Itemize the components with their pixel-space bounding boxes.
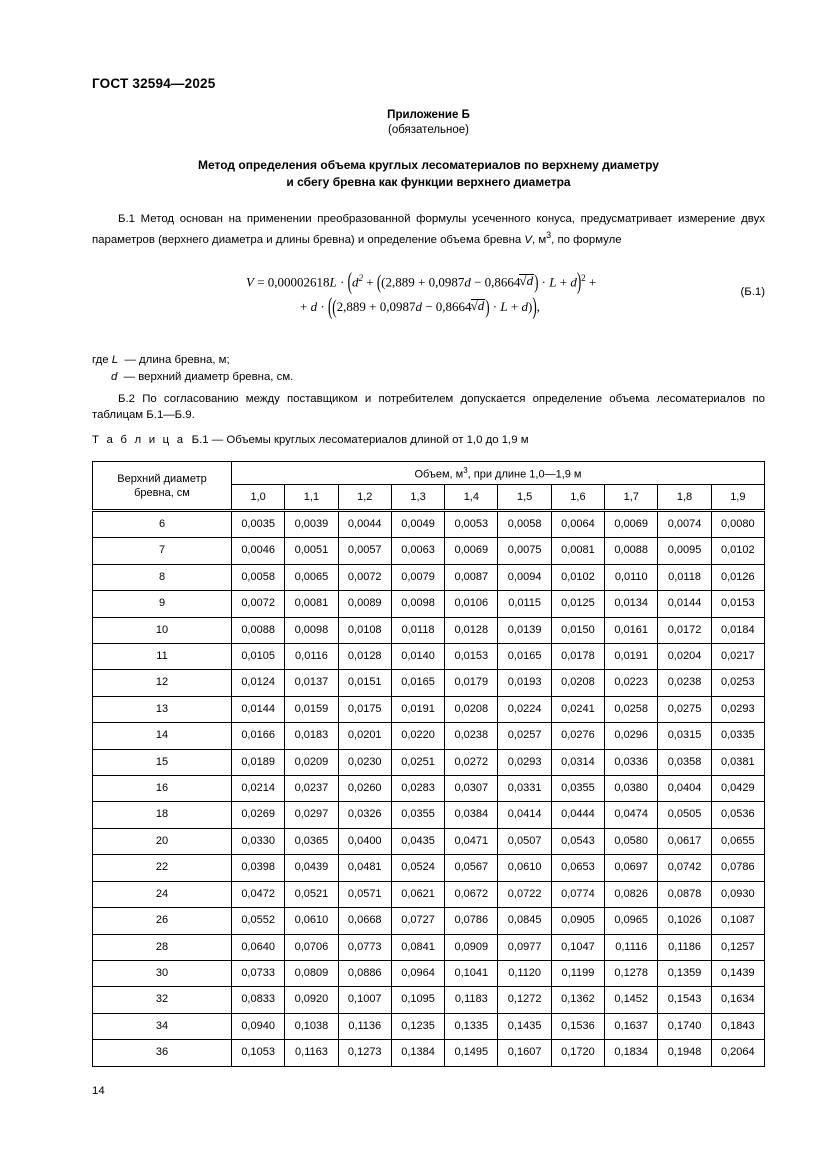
table-row <box>93 1040 765 1066</box>
table-cell-volume: 0,0621 <box>391 881 444 907</box>
table-cell-volume: 0,0524 <box>391 855 444 881</box>
table-cell-volume: 0,0089 <box>338 591 391 617</box>
symbol-definition-d: d — верхний диаметр бревна, см. <box>111 370 294 383</box>
table-cell-volume: 0,1362 <box>551 987 604 1013</box>
table-cell-volume: 0,0039 <box>285 511 338 538</box>
column-header-volume-span <box>232 462 765 485</box>
table-cell-volume: 0,0166 <box>232 723 285 749</box>
column-header-length-1-2: 1,2 <box>338 485 391 511</box>
table-cell-volume: 0,1087 <box>711 908 764 934</box>
table-cell-volume: 0,0102 <box>551 564 604 590</box>
table-cell-diameter: 10 <box>93 617 232 643</box>
formula-block <box>92 265 765 327</box>
table-cell-volume: 0,0742 <box>658 855 711 881</box>
table-cell-volume: 0,0183 <box>285 723 338 749</box>
table-cell-volume: 0,0297 <box>285 802 338 828</box>
table-cell-volume: 0,0536 <box>711 802 764 828</box>
table-cell-volume: 0,1183 <box>445 987 498 1013</box>
table-cell-volume: 0,0845 <box>498 908 551 934</box>
table-cell-volume: 0,1041 <box>445 960 498 986</box>
table-cell-volume: 0,1026 <box>658 908 711 934</box>
table-cell-volume: 0,2064 <box>711 1040 764 1066</box>
table-cell-diameter: 16 <box>93 776 232 802</box>
table-cell-volume: 0,0653 <box>551 855 604 881</box>
table-row <box>93 987 765 1013</box>
table-cell-volume: 0,0727 <box>391 908 444 934</box>
table-cell-volume: 0,0833 <box>232 987 285 1013</box>
table-cell-volume: 0,1095 <box>391 987 444 1013</box>
table-cell-volume: 0,0733 <box>232 960 285 986</box>
table-cell-volume: 0,1257 <box>711 934 764 960</box>
table-cell-volume: 0,0400 <box>338 828 391 854</box>
table-cell-volume: 0,0165 <box>391 670 444 696</box>
column-header-length-1-0: 1,0 <box>232 485 285 511</box>
table-cell-volume: 0,0064 <box>551 511 604 538</box>
table-cell-volume: 0,0134 <box>605 591 658 617</box>
column-header-length-1-8: 1,8 <box>658 485 711 511</box>
table-cell-volume: 0,0358 <box>658 749 711 775</box>
table-row <box>93 511 765 538</box>
table-cell-diameter: 9 <box>93 591 232 617</box>
table-cell-volume: 0,0118 <box>658 564 711 590</box>
table-cell-volume: 0,0905 <box>551 908 604 934</box>
table-row <box>93 960 765 986</box>
table-cell-volume: 0,0095 <box>658 538 711 564</box>
table-row <box>93 617 765 643</box>
table-cell-volume: 0,1038 <box>285 1013 338 1039</box>
annex-name: Приложение Б <box>387 109 470 121</box>
table-cell-volume: 0,0223 <box>605 670 658 696</box>
table-cell-volume: 0,0081 <box>285 591 338 617</box>
table-cell-volume: 0,0444 <box>551 802 604 828</box>
table-cell-volume: 0,0209 <box>285 749 338 775</box>
table-cell-volume: 0,0964 <box>391 960 444 986</box>
annex-title-line-2: и сбегу бревна как функции верхнего диаметра <box>286 175 571 189</box>
table-cell-diameter: 7 <box>93 538 232 564</box>
table-cell-diameter: 22 <box>93 855 232 881</box>
table-cell-volume: 0,1278 <box>605 960 658 986</box>
annex-title-line-1: Метод определения объема круглых лесоматериалов по верхнему диаметру <box>198 158 659 172</box>
table-row <box>93 564 765 590</box>
table-cell-volume: 0,0161 <box>605 617 658 643</box>
table-cell-volume: 0,0253 <box>711 670 764 696</box>
table-cell-volume: 0,0258 <box>605 696 658 722</box>
table-cell-volume: 0,1843 <box>711 1013 764 1039</box>
table-row <box>93 881 765 907</box>
table-cell-volume: 0,0257 <box>498 723 551 749</box>
table-cell-volume: 0,1543 <box>658 987 711 1013</box>
table-cell-volume: 0,1120 <box>498 960 551 986</box>
table-cell-volume: 0,0088 <box>232 617 285 643</box>
table-caption-label: Т а б л и ц а <box>92 434 186 446</box>
table-cell-volume: 0,0053 <box>445 511 498 538</box>
table-head <box>93 462 765 511</box>
symbol-definitions <box>92 352 765 385</box>
table-cell-volume: 0,1637 <box>605 1013 658 1039</box>
table-caption-number: Б.1 <box>191 434 209 446</box>
annex-status: (обязательное) <box>387 124 470 136</box>
table-cell-volume: 0,0439 <box>285 855 338 881</box>
table-cell-diameter: 11 <box>93 644 232 670</box>
table-cell-volume: 0,0128 <box>445 617 498 643</box>
table-cell-volume: 0,0841 <box>391 934 444 960</box>
table-cell-volume: 0,1163 <box>285 1040 338 1066</box>
table-row <box>93 908 765 934</box>
table-cell-volume: 0,0507 <box>498 828 551 854</box>
table-cell-volume: 0,0283 <box>391 776 444 802</box>
table-cell-volume: 0,0977 <box>498 934 551 960</box>
table-caption <box>92 434 529 446</box>
table-cell-volume: 0,1199 <box>551 960 604 986</box>
formula-line-2: + d · ((2,889 + 0,0987d − 0,8664√d) · L + d)), <box>300 291 540 320</box>
table-cell-volume: 0,0110 <box>605 564 658 590</box>
table-cell-volume: 0,0125 <box>551 591 604 617</box>
table-body <box>93 511 765 1067</box>
table-cell-volume: 0,0275 <box>658 696 711 722</box>
table-cell-volume: 0,0044 <box>338 511 391 538</box>
table-cell-volume: 0,0217 <box>711 644 764 670</box>
table-cell-volume: 0,1607 <box>498 1040 551 1066</box>
table-cell-volume: 0,0051 <box>285 538 338 564</box>
table-cell-volume: 0,0481 <box>338 855 391 881</box>
table-cell-volume: 0,1047 <box>551 934 604 960</box>
table-cell-volume: 0,0057 <box>338 538 391 564</box>
table-cell-volume: 0,0335 <box>711 723 764 749</box>
table-cell-volume: 0,0610 <box>285 908 338 934</box>
table-row <box>93 934 765 960</box>
table-cell-volume: 0,0140 <box>391 644 444 670</box>
table-cell-volume: 0,0326 <box>338 802 391 828</box>
table-cell-volume: 0,0087 <box>445 564 498 590</box>
table-cell-volume: 0,0429 <box>711 776 764 802</box>
table-cell-volume: 0,0102 <box>711 538 764 564</box>
table-cell-volume: 0,0260 <box>338 776 391 802</box>
table-cell-volume: 0,0191 <box>391 696 444 722</box>
table-cell-volume: 0,0193 <box>498 670 551 696</box>
table-cell-volume: 0,0079 <box>391 564 444 590</box>
table-cell-volume: 0,0930 <box>711 881 764 907</box>
table-cell-volume: 0,0909 <box>445 934 498 960</box>
table-cell-volume: 0,0251 <box>391 749 444 775</box>
table-cell-volume: 0,0153 <box>445 644 498 670</box>
table-cell-volume: 0,0580 <box>605 828 658 854</box>
table-cell-volume: 0,0139 <box>498 617 551 643</box>
table-row <box>93 1013 765 1039</box>
table-cell-volume: 0,1948 <box>658 1040 711 1066</box>
table-cell-volume: 0,0272 <box>445 749 498 775</box>
formula-line-1: $V = 0,00002618L \cdot (d^2 + ((2,889 + 0,0987d - 0,8664√d) \cdot L + d)^2$ + <box>246 266 597 296</box>
table-cell-volume: 0,0118 <box>391 617 444 643</box>
table-cell-volume: 0,0293 <box>498 749 551 775</box>
table-cell-volume: 0,0809 <box>285 960 338 986</box>
column-header-length-1-7: 1,7 <box>605 485 658 511</box>
table-row <box>93 749 765 775</box>
column-header-diameter <box>93 462 232 511</box>
table-cell-volume: 0,0144 <box>232 696 285 722</box>
table-cell-volume: 0,0065 <box>285 564 338 590</box>
table-cell-volume: 0,0088 <box>605 538 658 564</box>
table-cell-volume: 0,0331 <box>498 776 551 802</box>
page-number: 14 <box>92 1085 105 1097</box>
table-cell-volume: 0,0191 <box>605 644 658 670</box>
table-cell-volume: 0,0384 <box>445 802 498 828</box>
table-cell-diameter: 34 <box>93 1013 232 1039</box>
table-cell-volume: 0,0175 <box>338 696 391 722</box>
table-cell-volume: 0,0105 <box>232 644 285 670</box>
table-cell-volume: 0,0774 <box>551 881 604 907</box>
table-cell-volume: 0,0069 <box>445 538 498 564</box>
table-cell-volume: 0,0878 <box>658 881 711 907</box>
table-cell-volume: 0,0237 <box>285 776 338 802</box>
table-cell-diameter: 32 <box>93 987 232 1013</box>
table-cell-volume: 0,0315 <box>658 723 711 749</box>
table-cell-diameter: 6 <box>93 511 232 538</box>
table-cell-volume: 0,0230 <box>338 749 391 775</box>
table-cell-volume: 0,0106 <box>445 591 498 617</box>
table-cell-volume: 0,0355 <box>391 802 444 828</box>
table-row <box>93 855 765 881</box>
table-cell-diameter: 15 <box>93 749 232 775</box>
table-cell-volume: 0,0672 <box>445 881 498 907</box>
table-cell-volume: 0,0655 <box>711 828 764 854</box>
table-cell-volume: 0,0365 <box>285 828 338 854</box>
table-cell-volume: 0,0159 <box>285 696 338 722</box>
table-row <box>93 670 765 696</box>
table-cell-volume: 0,0058 <box>232 564 285 590</box>
table-cell-volume: 0,0404 <box>658 776 711 802</box>
table-cell-diameter: 14 <box>93 723 232 749</box>
table-cell-volume: 0,0081 <box>551 538 604 564</box>
table-cell-diameter: 13 <box>93 696 232 722</box>
table-cell-diameter: 20 <box>93 828 232 854</box>
table-cell-volume: 0,0094 <box>498 564 551 590</box>
table-cell-volume: 0,0184 <box>711 617 764 643</box>
table-cell-volume: 0,0786 <box>445 908 498 934</box>
table-cell-volume: 0,0435 <box>391 828 444 854</box>
volume-span-suffix: , при длине 1,0—1,9 м <box>467 468 582 481</box>
table-cell-volume: 0,0786 <box>711 855 764 881</box>
table-cell-volume: 0,0826 <box>605 881 658 907</box>
table-cell-volume: 0,1834 <box>605 1040 658 1066</box>
table-cell-volume: 0,0472 <box>232 881 285 907</box>
table-cell-volume: 0,1053 <box>232 1040 285 1066</box>
table-cell-volume: 0,1272 <box>498 987 551 1013</box>
table-cell-volume: 0,0179 <box>445 670 498 696</box>
table-cell-volume: 0,0640 <box>232 934 285 960</box>
table-cell-volume: 0,0153 <box>711 591 764 617</box>
table-cell-volume: 0,0336 <box>605 749 658 775</box>
table-cell-volume: 0,0074 <box>658 511 711 538</box>
column-header-diameter-line-1: Верхний диаметр <box>117 472 207 485</box>
table-cell-volume: 0,0307 <box>445 776 498 802</box>
table-cell-volume: 0,0137 <box>285 670 338 696</box>
table-cell-volume: 0,0706 <box>285 934 338 960</box>
table-cell-volume: 0,0521 <box>285 881 338 907</box>
paragraph-b1: Б.1 Метод основан на применении преобразованной формулы усеченного конуса, предусматривает измерение двух параметров (верхнего диаметра и длины бревна) и определение объема бревна V, $м^3$, по формуле <box>92 213 765 246</box>
table-cell-volume: 0,0058 <box>498 511 551 538</box>
table-cell-volume: 0,0144 <box>658 591 711 617</box>
table-cell-diameter: 12 <box>93 670 232 696</box>
table-cell-volume: 0,0108 <box>338 617 391 643</box>
table-cell-volume: 0,0046 <box>232 538 285 564</box>
table-cell-volume: 0,1435 <box>498 1013 551 1039</box>
table-cell-volume: 0,1634 <box>711 987 764 1013</box>
table-cell-diameter: 28 <box>93 934 232 960</box>
table-cell-volume: 0,0116 <box>285 644 338 670</box>
table-cell-volume: 0,0668 <box>338 908 391 934</box>
table-cell-volume: 0,0276 <box>551 723 604 749</box>
table-cell-volume: 0,0505 <box>658 802 711 828</box>
table-cell-volume: 0,1136 <box>338 1013 391 1039</box>
table-cell-diameter: 26 <box>93 908 232 934</box>
table-row <box>93 776 765 802</box>
table-cell-volume: 0,0773 <box>338 934 391 960</box>
table-cell-volume: 0,0886 <box>338 960 391 986</box>
table-row <box>93 644 765 670</box>
column-header-length-1-6: 1,6 <box>551 485 604 511</box>
table-cell-volume: 0,1359 <box>658 960 711 986</box>
table-cell-volume: 0,0571 <box>338 881 391 907</box>
table-cell-volume: 0,1335 <box>445 1013 498 1039</box>
table-cell-volume: 0,0471 <box>445 828 498 854</box>
table-cell-volume: 0,0617 <box>658 828 711 854</box>
table-cell-volume: 0,0063 <box>391 538 444 564</box>
annex-title <box>92 157 765 191</box>
table-cell-volume: 0,0224 <box>498 696 551 722</box>
table-cell-volume: 0,0214 <box>232 776 285 802</box>
table-cell-volume: 0,0474 <box>605 802 658 828</box>
table-cell-volume: 0,0072 <box>338 564 391 590</box>
volume-table <box>92 461 765 1067</box>
column-header-length-1-9: 1,9 <box>711 485 764 511</box>
table-head-row-1 <box>93 462 765 485</box>
annex-heading-block <box>92 108 765 191</box>
table-cell-diameter: 18 <box>93 802 232 828</box>
table-row <box>93 696 765 722</box>
table-cell-volume: 0,0238 <box>658 670 711 696</box>
table-cell-volume: 0,1273 <box>338 1040 391 1066</box>
table-cell-volume: 0,1452 <box>605 987 658 1013</box>
column-header-diameter-line-2: бревна, см <box>134 486 190 499</box>
table-row <box>93 538 765 564</box>
table-cell-volume: 0,0069 <box>605 511 658 538</box>
column-header-length-1-4: 1,4 <box>445 485 498 511</box>
table-cell-volume: 0,0098 <box>391 591 444 617</box>
column-header-length-1-3: 1,3 <box>391 485 444 511</box>
table-cell-volume: 0,0552 <box>232 908 285 934</box>
table-cell-volume: 0,0075 <box>498 538 551 564</box>
column-header-length-1-1: 1,1 <box>285 485 338 511</box>
table-cell-volume: 0,0293 <box>711 696 764 722</box>
table-cell-volume: 0,0128 <box>338 644 391 670</box>
table-cell-volume: 0,1536 <box>551 1013 604 1039</box>
table-cell-volume: 0,0126 <box>711 564 764 590</box>
paragraph-b2: Б.2 По согласованию между поставщиком и потребителем допускается определение объема лесоматериалов по таблицам Б.1—Б.9. <box>92 393 765 421</box>
table-cell-volume: 0,0610 <box>498 855 551 881</box>
table-cell-volume: 0,0722 <box>498 881 551 907</box>
column-header-length-1-5: 1,5 <box>498 485 551 511</box>
table-cell-volume: 0,0151 <box>338 670 391 696</box>
table-cell-diameter: 8 <box>93 564 232 590</box>
table-cell-diameter: 30 <box>93 960 232 986</box>
table-cell-volume: 0,1439 <box>711 960 764 986</box>
table-cell-volume: 0,0080 <box>711 511 764 538</box>
table-cell-volume: 0,0098 <box>285 617 338 643</box>
table-cell-diameter: 24 <box>93 881 232 907</box>
table-cell-volume: 0,0355 <box>551 776 604 802</box>
table-cell-volume: 0,0567 <box>445 855 498 881</box>
running-head: ГОСТ 32594—2025 <box>92 76 216 91</box>
table-cell-volume: 0,0940 <box>232 1013 285 1039</box>
table-cell-volume: 0,0269 <box>232 802 285 828</box>
symbol-definition-L: где L — длина бревна, м; <box>92 354 230 366</box>
table-cell-volume: 0,0241 <box>551 696 604 722</box>
table-row <box>93 802 765 828</box>
table-row <box>93 591 765 617</box>
table-cell-volume: 0,1740 <box>658 1013 711 1039</box>
table-cell-volume: 0,1235 <box>391 1013 444 1039</box>
table-cell-volume: 0,0150 <box>551 617 604 643</box>
table-cell-volume: 0,1720 <box>551 1040 604 1066</box>
table-cell-volume: 0,0049 <box>391 511 444 538</box>
table-cell-volume: 0,0398 <box>232 855 285 881</box>
table-cell-volume: 0,0072 <box>232 591 285 617</box>
table-cell-volume: 0,0208 <box>445 696 498 722</box>
table-cell-volume: 0,0165 <box>498 644 551 670</box>
table-cell-volume: 0,1384 <box>391 1040 444 1066</box>
table-cell-volume: 0,0296 <box>605 723 658 749</box>
table-cell-volume: 0,1186 <box>658 934 711 960</box>
table-cell-volume: 0,0204 <box>658 644 711 670</box>
table-cell-volume: 0,0124 <box>232 670 285 696</box>
table-cell-volume: 0,0330 <box>232 828 285 854</box>
table-cell-volume: 0,1495 <box>445 1040 498 1066</box>
table-cell-volume: 0,0035 <box>232 511 285 538</box>
table-cell-volume: 0,1007 <box>338 987 391 1013</box>
volume-span-superscript: 3 <box>463 466 468 476</box>
table-row <box>93 723 765 749</box>
table-cell-volume: 0,0178 <box>551 644 604 670</box>
table-cell-volume: 0,0414 <box>498 802 551 828</box>
table-cell-diameter: 36 <box>93 1040 232 1066</box>
table-cell-volume: 0,0238 <box>445 723 498 749</box>
table-cell-volume: 0,0380 <box>605 776 658 802</box>
formula-number: (Б.1) <box>740 286 765 298</box>
table-cell-volume: 0,0543 <box>551 828 604 854</box>
table-row <box>93 828 765 854</box>
table-cell-volume: 0,0201 <box>338 723 391 749</box>
table-cell-volume: 0,1116 <box>605 934 658 960</box>
table-cell-volume: 0,0920 <box>285 987 338 1013</box>
table-cell-volume: 0,0314 <box>551 749 604 775</box>
table-cell-volume: 0,0208 <box>551 670 604 696</box>
table-cell-volume: 0,0381 <box>711 749 764 775</box>
table-cell-volume: 0,0697 <box>605 855 658 881</box>
table-cell-volume: 0,0189 <box>232 749 285 775</box>
table-cell-volume: 0,0115 <box>498 591 551 617</box>
table-cell-volume: 0,0965 <box>605 908 658 934</box>
table-cell-volume: 0,0220 <box>391 723 444 749</box>
table-cell-volume: 0,0172 <box>658 617 711 643</box>
volume-span-prefix: Объем, м <box>414 468 464 481</box>
table-caption-title: — Объемы круглых лесоматериалов длиной от 1,0 до 1,9 м <box>211 434 529 446</box>
